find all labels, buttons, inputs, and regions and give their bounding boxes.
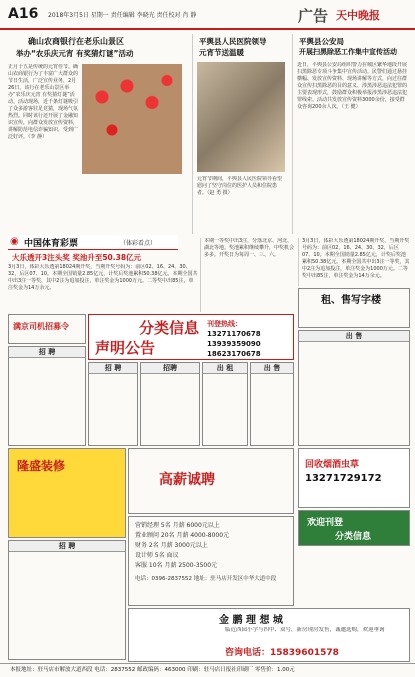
story3-title2: 开展扫黑除恶工作集中宣传活动	[299, 48, 397, 56]
admit-line-4: 设计师 5名 面议	[135, 552, 179, 559]
decoration-ad	[8, 448, 126, 538]
driver-recruit-title: 满京司机招募令	[13, 322, 69, 331]
classified-col-5	[250, 362, 294, 446]
lottery-logo-icon: ◉	[10, 236, 19, 247]
story3-title1: 平舆县公安局	[299, 37, 344, 46]
driver-recruit-ad	[8, 314, 86, 344]
story-pingyu-police	[292, 34, 410, 234]
lantern-photo	[82, 64, 182, 174]
lottery-right-text: 本期一等奖中出3注，分落北京、河北、湖北等地。奖池累积继续攀升，中奖机会多多。开奖日为每周一、三、六。	[200, 238, 295, 312]
story1-title1: 确山农商银行在老乐山景区	[28, 37, 124, 46]
sale-heading-2: 出 售	[299, 331, 409, 342]
jinpeng-title: 金 鹏 理 想 城	[219, 615, 283, 626]
admit-contact: 电话：0396-2837552 地址：驻马店开发区中华大道中段	[135, 576, 277, 582]
hotline-label: 刊登热线：	[207, 320, 242, 328]
admit-line-3: 财务 2名 月薪 3000元以上	[135, 542, 208, 549]
story-queshan	[8, 34, 188, 234]
hotline-phone-3: 18623170678	[207, 350, 261, 358]
lottery-title: 中国体育彩票	[24, 239, 79, 249]
lottery-banner	[8, 235, 178, 250]
story2-caption: 元宵节期间，平舆县人民医院领导看望慰问了坚守岗位的医护人员和住院患者。（赵 勇 摄）	[197, 176, 283, 196]
story2-title1: 平舆县人民医院领导	[199, 37, 267, 46]
welcome-subtitle: 分类信息	[335, 532, 372, 542]
admit-detail-ad	[128, 516, 294, 606]
admit-title: 高薪诚聘	[159, 472, 215, 488]
notice-subtitle: 声明公告	[95, 339, 156, 357]
welcome-ad	[298, 510, 410, 546]
hotline-phone-2: 13939359090	[207, 340, 261, 348]
welcome-title: 欢迎刊登	[307, 518, 344, 528]
recycle-phone: 13271729172	[305, 473, 382, 484]
recycle-title: 回收烟酒虫草	[305, 460, 360, 470]
recruit-heading-2: 招 聘	[89, 363, 137, 374]
story-pingyu-hospital	[192, 34, 288, 234]
rent-heading: 出 租	[203, 363, 247, 374]
classified-col-2	[88, 362, 138, 446]
office-rental-title: 租、售写字楼	[321, 295, 381, 306]
classified-notice-header	[88, 314, 294, 360]
recruit-heading: 招 聘	[9, 347, 85, 358]
recruitment-ad	[128, 448, 294, 514]
story1-title2: 举办“农乐庆元宵 有奖猜灯谜”活动	[16, 49, 134, 58]
admit-line-1: 营销经理 5名 月薪 6000元以上	[135, 522, 220, 529]
admit-line-2: 置业顾问 20名 月薪 4000-8000元	[135, 532, 230, 539]
decoration-title: 隆盛装修	[17, 459, 66, 473]
issue-info: 2018年3月5日 星期一 责任编辑 李晓光 责任校对 肖 静	[48, 12, 197, 19]
recycle-ad	[298, 448, 410, 508]
classified-title: 分类信息	[139, 319, 200, 337]
classified-col-6	[298, 330, 410, 446]
jinpeng-text: 临近西园小学与四中、双号，新房现房发售，诚邀选购，欢迎垂询	[225, 627, 385, 633]
hotline-phone-1: 13271170678	[207, 330, 261, 338]
classified-col-3	[140, 362, 200, 446]
jinpeng-ad	[128, 608, 410, 662]
lottery-tag: （体彩看点）	[120, 240, 157, 247]
page-footer: 本报地址：驻马店市解放大道西段 电话：2837552 邮政编码：463000 印刷：驻马店日报社印刷厂 零售价：1.00元	[0, 663, 415, 677]
section-title: 广告	[298, 7, 329, 25]
office-rental-ad	[298, 288, 410, 328]
lottery-body: 3月3日，体彩大乐透第18024期开奖，当期开奖号码为：前区02、16、24、30、32，后区07、10。本期全国销量2.85亿元，计奖后奖池累积50.38亿元。本期全国共中出3注一等奖，其中2注为追加投注，单注奖金为1000万元。二等奖中出85注，单注奖金为14万余元。	[8, 264, 198, 291]
story2-title2: 元宵节送温暖	[199, 48, 244, 57]
page-header	[0, 0, 415, 30]
story3-body: 近日，平舆县公安局组织警力在城区繁华地段开展扫黑除恶专项斗争集中宣传活动。民警们通过悬挂横幅、发放宣传资料、现场讲解等方式，向过往群众宣传扫黑除恶的目的意义、涉黑涉恶违法犯罪的主要表现形式，鼓励群众积极举报涉黑涉恶违法犯罪线索。活动共发放宣传资料3000余份，接受群众咨询200余人次。（王 健）	[297, 62, 407, 110]
recruit-heading-3: 招 聘	[9, 541, 125, 552]
lottery-headline: 大乐透开3注头奖 奖池升至50.38亿元	[12, 253, 142, 262]
admit-line-5: 客服 10名 月薪 2500-3500元	[135, 562, 218, 569]
jinpeng-phone: 咨询电话：15839601578	[225, 648, 339, 658]
recruit-lower-ad	[8, 540, 126, 660]
wanted-heading: 招聘	[141, 363, 199, 374]
classified-col-4	[202, 362, 248, 446]
lottery-right-text-2: 3月3日，体彩大乐透第18024期开奖，当期开奖号码为：前区02、16、24、30、32，后区07、10。本期全国销量2.85亿元，计奖后奖池累积50.38亿元。本期全国共中出3注一等奖，其中2注为追加投注，单注奖金为1000万元。二等奖中出85注，单注奖金为14万余元。	[298, 238, 410, 286]
story1-body: 正月十五是传统的元宵佳节。确山农商银行为了丰富广大群众的节日生活，广泛宣传业务，2月26日，该行在老乐山景区举办“农乐庆元宵 有奖猜灯谜”活动。活动现场，近千条灯谜吸引了众多游客驻足竞猜，现场气氛热烈。同时该行还开展了金融知识宣传，向群众发放宣传资料，讲解防范电信诈骗知识，受到广泛好评。（李 静）	[8, 64, 78, 140]
page-number: A16	[8, 6, 39, 22]
newspaper-brand: 天中晚报	[336, 9, 380, 22]
classified-col-1	[8, 346, 86, 446]
sale-heading: 出 售	[251, 363, 293, 374]
hospital-photo	[197, 62, 285, 172]
